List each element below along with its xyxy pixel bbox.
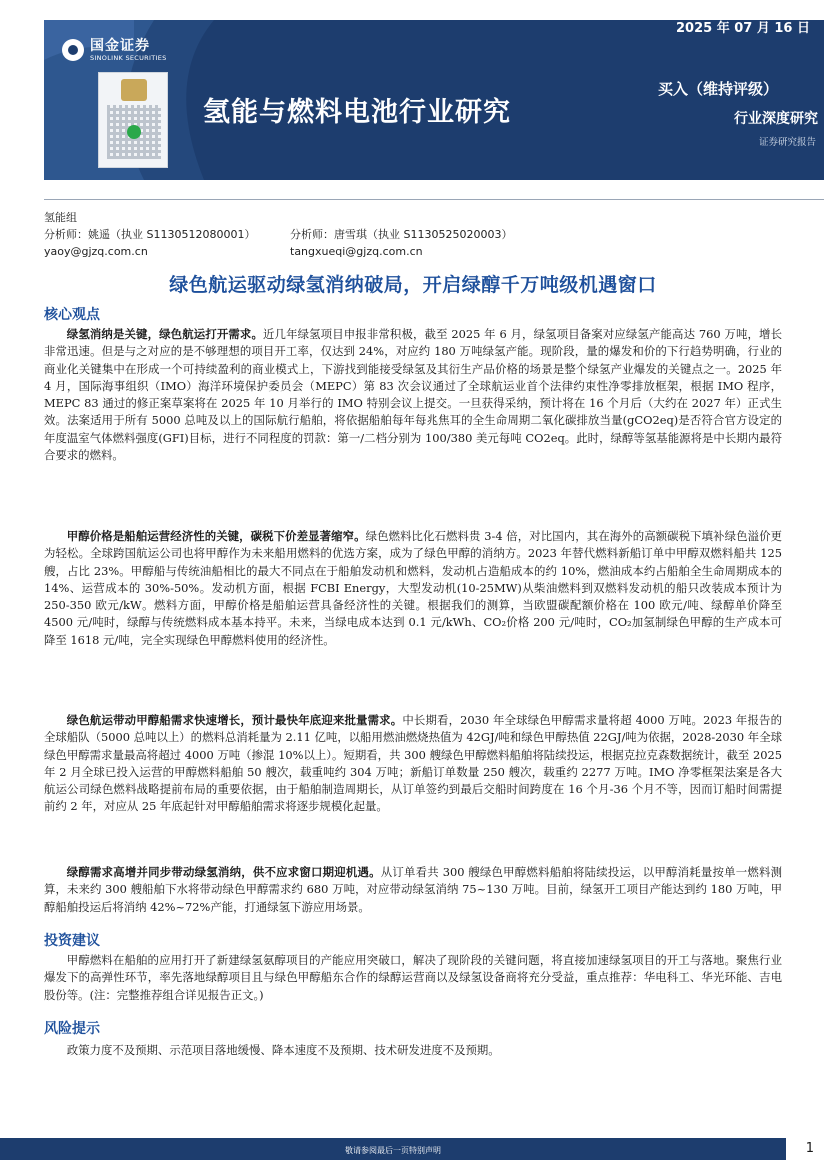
page-number: 1: [805, 1141, 814, 1156]
logo-name-en: SINOLINK SECURITIES: [90, 54, 167, 62]
analyst-1: 分析师：姚遥（执业 S1130512080001）: [44, 228, 256, 241]
analyst-1-email[interactable]: yaoy@gjzq.com.cn: [44, 245, 148, 258]
core-p1-body: 近几年绿氢项目申报非常积极，截至 2025 年 6 月，绿氢项目备案对应绿氢产能高达 760 万吨，增长非常迅速。但是与之对应的是不够理想的项目开工率，仅达到 24%，对应约 180 万吨绿氢产能。现阶段，量的爆发和价的下行趋势明确，行业的商业化关键集中在形成一个可持续盈利的商业模式上，下游找到能接受绿氢及其衍生产品价格的场景是整个绿氢产业爆发的关键点之一。2025 年 4 月，国际海事组织（IMO）海洋环境保护委员会（MEPC）第 83 次会议通过了全球航运业首个法律约束性净零排放框架，根据 IMO 程序，MEPC 83 通过的修正案草案将在 2025 年 10 月举行的 IMO 特别会议上提交。一旦获得采纳，预计将在 16 个月后（大约在 2027 年）正式生效。法案适用于所有 5000 总吨及以上的国际航行船舶，将依据船舶每年每兆焦耳的全生命周期二氧化碳排放当量(gCO2eq)是否符合官方设定的年度温室气体燃料强度(GFI)目标，进行不同程度的罚款：第一/二档分别为 100/380 美元每吨 CO2eq。此时，绿醇等氢基能源将是中长期内最符合要求的燃料。: [44, 327, 782, 463]
invest-paragraph: 甲醇燃料在船舶的应用打开了新建绿氢氨醇项目的产能应用突破口，解决了现阶段的关键问题，将直接加速绿氢项目的开工与落地。聚焦行业爆发下的高弹性环节，率先落地绿醇项目且与绿色甲醇船东合作的绿醇运营商以及绿氢设备商将充分受益，重点推荐：华电科工、华光环能、吉电股份等。(注：完整推荐组合详见报告正文。): [44, 953, 782, 1002]
core-p1-heading: 绿氢消纳是关键，绿色航运打开需求。: [66, 327, 263, 341]
footer-disclaimer: 敬请参阅最后一页特别声明: [345, 1146, 441, 1155]
report-type: 行业深度研究: [734, 111, 818, 127]
core-paragraph-4: [44, 864, 782, 916]
analyst-group: 氢能组: [44, 211, 77, 224]
logo-name-cn: 国金证券: [90, 38, 150, 54]
qr-badge-icon: [121, 79, 147, 101]
wechat-icon: [127, 125, 141, 139]
analyst-2-email[interactable]: tangxueqi@gjzq.com.cn: [290, 245, 423, 258]
core-paragraph-3: [44, 712, 782, 816]
core-p2-heading: 甲醇价格是船舶运营经济性的关键，碳税下价差显著缩窄。: [66, 529, 366, 543]
core-paragraph-1: [44, 326, 782, 464]
core-p4-heading: 绿醇需求高增并同步带动绿氢消纳，供不应求窗口期迎机遇。: [66, 865, 381, 879]
core-p3-heading: 绿色航运带动甲醇船需求快速增长，预计最快年底迎来批量需求。: [66, 713, 403, 727]
report-subtype: 证券研究报告: [758, 137, 816, 148]
investment-rating: 买入（维持评级）: [657, 80, 778, 98]
wechat-qr-code: [98, 72, 168, 168]
industry-title: 氢能与燃料电池行业研究: [203, 97, 511, 128]
core-p2-body: 绿色燃料比化石燃料贵 3-4 倍，对比国内，其在海外的高额碳税下填补绿色溢价更为轻松。全球跨国航运公司也将甲醇作为未来船用燃料的优选方案，成为了绿色甲醇的消纳方。2023 年替代燃料新船订单中甲醇双燃料船共 125 艘，占比 23%。甲醇船与传统油船相比的最大不同点在于船舶发动机和燃料，发动机占造船成本的约 10%，燃油成本约占船舶全生命周期成本的 14%、运营成本的 30%-50%。发动机方面，根据 FCBI Energy，大型发动机(10-25MW)从柴油燃料到双燃料发动机的船只改装成本预计为 250-350 欧元/kW。燃料方面，甲醇价格是船舶运营具备经济性的关键。根据我们的测算，当欧盟碳配额价格在 100 欧元/吨、绿醇单价降至 4500 元/吨时，绿醇与传统燃料成本基本持平。未来，当绿电成本达到 0.1 元/kWh、CO₂价格 200 元/吨时，CO₂加氢制绿色甲醇的生产成本可降至 1618 元/吨，完全实现绿色甲醇燃料使用的经济性。: [44, 529, 782, 647]
section-title-core: 核心观点: [44, 307, 100, 323]
logo-mark-icon: [62, 39, 84, 61]
report-main-title: 绿色航运驱动绿氢消纳破局，开启绿醇千万吨级机遇窗口: [169, 274, 657, 296]
core-paragraph-2: [44, 528, 782, 649]
risk-paragraph: 政策力度不及预期、示范项目落地缓慢、降本速度不及预期、技术研发进度不及预期。: [66, 1043, 500, 1057]
section-title-risk: 风险提示: [44, 1021, 100, 1037]
analyst-2: 分析师：唐雪琪（执业 S1130525020003）: [290, 228, 513, 241]
core-p4-body: 从订单看共 300 艘绿色甲醇燃料船舶将陆续投运，以甲醇消耗量按单一燃料测算，未来约 300 艘船舶下水将带动绿色甲醇需求约 680 万吨，对应带动绿氢消纳 75~130 万吨。目前，绿氢开工项目产能达到约 180 万吨，甲醇船舶投运后将消纳 42%~72%产能，打通绿氢下游应用场景。: [44, 865, 782, 914]
report-date: 2025 年 07 月 16 日: [676, 21, 810, 36]
company-logo: [62, 38, 167, 62]
section-title-invest: 投资建议: [44, 933, 100, 949]
header-divider: [44, 199, 824, 200]
core-p3-body: 中长期看，2030 年全球绿色甲醇需求量将超 4000 万吨。2023 年报告的全球船队（5000 总吨以上）的燃料总消耗量为 2.11 亿吨，以船用燃油燃烧热值为 42GJ/吨和绿色甲醇热值 22GJ/吨为依据，2028-2030 年全球绿色甲醇需求量最高将超过 4000 万吨（掺混 10%以上）。短期看，共 300 艘绿色甲醇燃料船舶将陆续投运，根据克拉克森数据统计，截至 2025 年 2 月全球已投入运营的甲醇燃料船舶 50 艘次，载重吨约 304 万吨；新船订单数量 250 艘次，载重约 2277 万吨。IMO 净零框架法案是各大航运公司绿色燃料战略提前布局的重要依据，由于船舶制造周期长，从订单签约到最后交船时间跨度在 16 个月-36 个月不等，因而订船时间需提前约 2 年，对应从 25 年底起针对甲醇船舶需求将逐步规模化起量。: [44, 713, 782, 814]
